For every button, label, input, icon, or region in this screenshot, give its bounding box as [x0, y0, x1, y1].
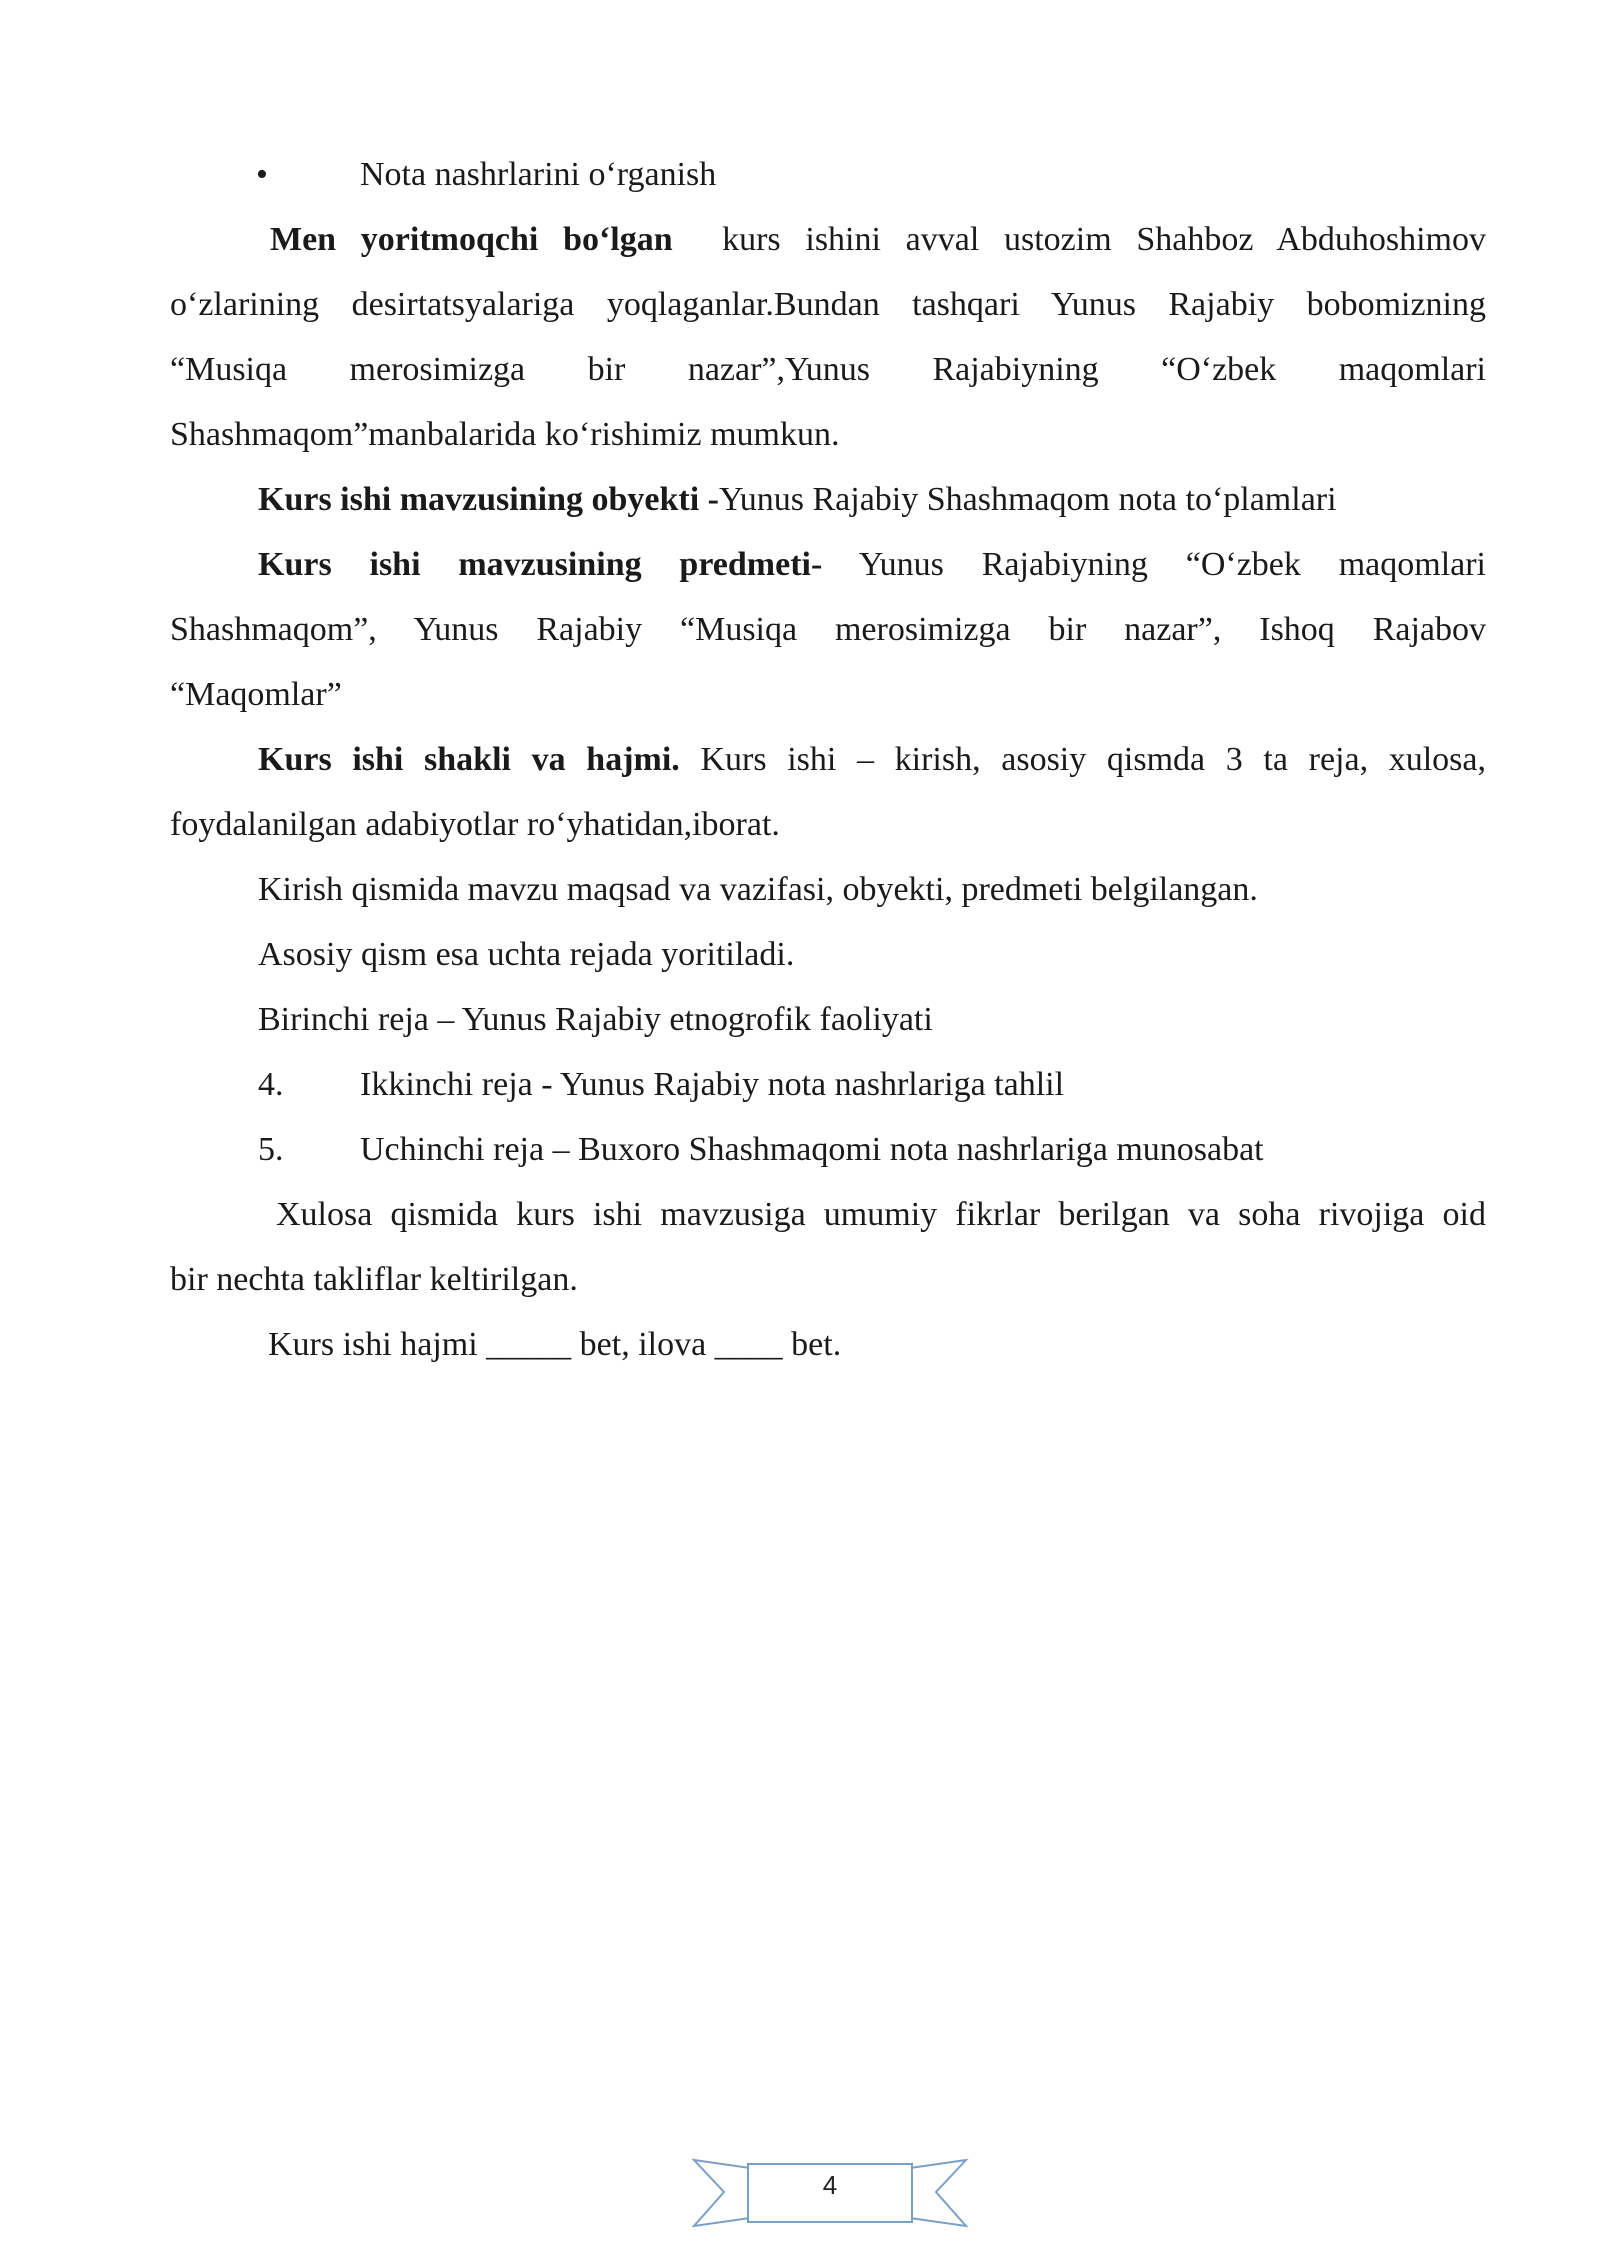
paragraph-obyekt: Kurs ishi mavzusining obyekti -Yunus Rajabiy Shashmaqom nota to‘plamlari: [258, 481, 1337, 518]
paragraph-shakl-line-1: Kurs ishi shakli va hajmi. Kurs ishi – kirish, asosiy qismda 3 ta reja, xulosa,: [258, 741, 1486, 778]
bold-lead: Kurs ishi shakli va hajmi.: [258, 741, 680, 778]
paragraph-predmet-line-1: Kurs ishi mavzusining predmeti- Yunus Rajabiyning “O‘zbek maqomlari: [258, 546, 1486, 583]
document-body: [170, 142, 1486, 1377]
numbered-item: [170, 1117, 1486, 1182]
bullet-icon: •: [256, 156, 268, 193]
bold-lead: Men yoritmoqchi bo‘lgan: [270, 221, 673, 258]
paragraph-intro-line-3: “Musiqa merosimizga bir nazar”,Yunus Rajabiyning “O‘zbek maqomlari: [170, 351, 1486, 388]
paragraph-hajmi: Kurs ishi hajmi _____ bet, ilova ____ bet.: [268, 1326, 842, 1363]
bold-lead: Kurs ishi mavzusining predmeti-: [258, 546, 823, 583]
paragraph-asosiy: Asosiy qism esa uchta rejada yoritiladi.: [258, 936, 795, 973]
item-text: Ikkinchi reja - Yunus Rajabiy nota nashrlariga tahlil: [360, 1066, 1065, 1103]
paragraph-predmet-line-2: Shashmaqom”, Yunus Rajabiy “Musiqa merosimizga bir nazar”, Ishoq Rajabov: [170, 611, 1486, 648]
paragraph-predmet-line-3: “Maqomlar”: [170, 676, 342, 713]
paragraph-intro-line-1: Men yoritmoqchi bo‘lgan kurs ishini avval ustozim Shahboz Abduhoshimov: [270, 221, 1486, 258]
paragraph-shakl-line-2: foydalanilgan adabiyotlar ro‘yhatidan,iborat.: [170, 806, 780, 843]
paragraph-xulosa-line-1: Xulosa qismida kurs ishi mavzusiga umumiy fikrlar berilgan va soha rivojiga oid: [276, 1196, 1486, 1233]
paragraph-birinchi-reja: Birinchi reja – Yunus Rajabiy etnogrofik faoliyati: [258, 1001, 933, 1038]
item-number: 4.: [258, 1066, 284, 1103]
item-number: 5.: [258, 1131, 284, 1168]
paragraph-xulosa-line-2: bir nechta takliflar keltirilgan.: [170, 1261, 578, 1298]
bullet-text: Nota nashrlarini o‘rganish: [360, 156, 717, 193]
bold-lead: Kurs ishi mavzusining obyekti -: [258, 481, 719, 518]
paragraph-intro-line-4: Shashmaqom”manbalarida ko‘rishimiz mumkun.: [170, 416, 840, 453]
paragraph-kirish: Kirish qismida mavzu maqsad va vazifasi, obyekti, predmeti belgilangan.: [258, 871, 1258, 908]
numbered-item: [170, 1052, 1486, 1117]
page-number: 4: [822, 2170, 838, 2200]
bullet-list-item: [170, 142, 1486, 207]
page-number-footer: [690, 2152, 970, 2232]
item-text: Uchinchi reja – Buxoro Shashmaqomi nota nashrlariga munosabat: [360, 1131, 1264, 1168]
paragraph-intro-line-2: o‘zlarining desirtatsyalariga yoqlaganlar.Bundan tashqari Yunus Rajabiy bobomizning: [170, 286, 1486, 323]
